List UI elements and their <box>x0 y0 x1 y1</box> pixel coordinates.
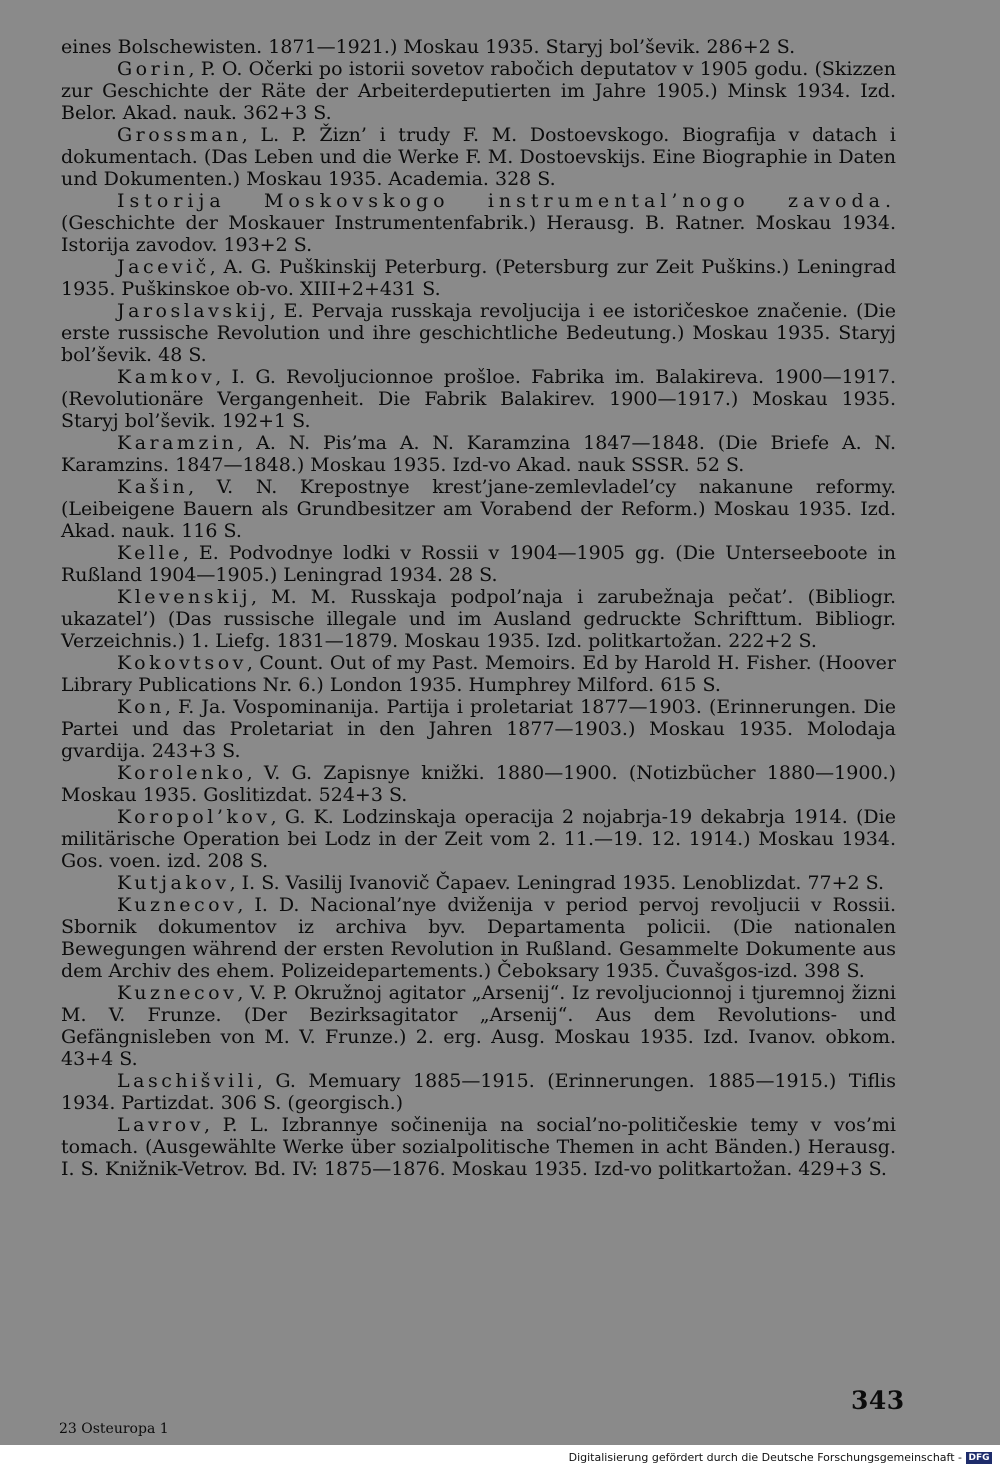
bibliography-entry <box>61 696 896 762</box>
entry-text: , P. O. Očerki po istorii sovetov rabočich deputatov v 1905 godu. (Skizzen zur Geschichte der Räte der Arbeiterdeputierten im Jahre 1905.) Minsk 1934. Izd. Belor. Akad. nauk. 362+3 S. <box>61 58 896 124</box>
entry-author: Korolenko <box>117 762 247 784</box>
entry-author: Grossman <box>117 124 242 146</box>
entry-text: , V. N. Krepostnye krest’jane-zemlevladel’cy nakanune reformy. (Leibeigene Bauern als Grundbesitzer am Vorabend der Reform.) Moskau 1935. Izd. Akad. nauk. 116 S. <box>61 476 896 542</box>
bibliography-entry <box>61 256 896 300</box>
entry-text: (Geschichte der Moskauer Instrumentenfabrik.) Herausg. B. Ratner. Moskau 1934. Istorija zavodov. 193+2 S. <box>61 212 896 256</box>
entry-text: , G. Memuary 1885—1915. (Erinnerungen. 1885—1915.) Tiflis 1934. Partizdat. 306 S. (georgisch.) <box>61 1070 896 1114</box>
entry-text: , A. N. Pis’ma A. N. Karamzina 1847—1848. (Die Briefe A. N. Karamzins. 1847—1848.) Moskau 1935. Izd-vo Akad. nauk SSSR. 52 S. <box>61 432 896 476</box>
bibliography-entry <box>61 432 896 476</box>
bibliography-entry <box>61 872 896 894</box>
dfg-logo-icon: DFG <box>966 1452 992 1464</box>
bibliography-entry <box>61 982 896 1070</box>
bibliography-entry <box>61 652 896 696</box>
entry-text: , V. P. Okružnoj agitator „Arsenij“. Iz revoljucionnoj i tjuremnoj žizni M. V. Frunze. (Der Bezirksagitator „Arsenij“. Aus dem Revolutions- und Gefängnisleben von M. V. Frunze.) 2. erg. Ausg. Moskau 1935. Izd. Ivanov. obkom. 43+4 S. <box>61 982 896 1070</box>
page-number: 343 <box>851 1386 905 1415</box>
bibliography-entry <box>61 366 896 432</box>
entry-text: , F. Ja. Vospominanija. Partija i proletariat 1877—1903. (Erinnerungen. Die Partei und das Proletariat in den Jahren 1877—1903.) Moskau 1935. Molodaja gvardija. 243+3 S. <box>61 696 896 762</box>
bibliography-entry <box>61 806 896 872</box>
entry-text: , Count. Out of my Past. Memoirs. Ed by Harold H. Fisher. (Hoover Library Publications Nr. 6.) London 1935. Humphrey Milford. 615 S. <box>61 652 896 696</box>
bibliography-entry <box>61 476 896 542</box>
entry-author: Kašin <box>117 476 189 498</box>
bibliography-entry <box>61 1070 896 1114</box>
bibliography-entry <box>61 300 896 366</box>
entry-text: , L. P. Žizn’ i trudy F. M. Dostoevskogo. Biografija v datach i dokumentach. (Das Leben und die Werke F. M. Dostoevskijs. Eine Biographie in Daten und Dokumenten.) Moskau 1935. Academia. 328 S. <box>61 124 896 190</box>
entry-text: , I. G. Revoljucionnoe prošloe. Fabrika im. Balakireva. 1900—1917. (Revolutionäre Vergangenheit. Die Fabrik Balakirev. 1900—1917.) Moskau 1935. Staryj bol’ševik. 192+1 S. <box>61 366 896 432</box>
bibliography-entry <box>61 762 896 806</box>
bibliography-entry <box>61 1114 896 1180</box>
bibliography-entry <box>61 894 896 982</box>
bibliography-entry <box>61 124 896 190</box>
bibliography-column <box>61 36 896 1180</box>
entry-author: Kutjakov <box>117 872 230 894</box>
entry-author: Kon <box>117 696 165 718</box>
entry-author: Kamkov <box>117 366 216 388</box>
entry-text: , E. Podvodnye lodki v Rossii v 1904—1905 gg. (Die Unterseeboote in Rußland 1904—1905.) Leningrad 1934. 28 S. <box>61 542 896 586</box>
entry-author: Koropol’kov <box>117 806 271 828</box>
bibliography-entry <box>61 586 896 652</box>
entry-author: Jaroslavskij <box>117 300 270 322</box>
entry-author: Jacevič <box>117 256 210 278</box>
entry-text: , E. Pervaja russkaja revoljucija i ee istoričeskoe značenie. (Die erste russische Revolution und ihre geschichtliche Bedeutung.) Moskau 1935. Staryj bol’ševik. 48 S. <box>61 300 896 366</box>
entry-author: Karamzin <box>117 432 238 454</box>
bibliography-entry <box>61 36 896 58</box>
bibliography-entry <box>61 58 896 124</box>
printer-signature: 23 Osteuropa 1 <box>59 1421 169 1437</box>
entry-text: , V. G. Zapisnye knižki. 1880—1900. (Notizbücher 1880—1900.) Moskau 1935. Goslitizdat. 524+3 S. <box>61 762 896 806</box>
entry-author: Gorin <box>117 58 189 80</box>
bibliography-entry <box>61 542 896 586</box>
entry-text: , I. D. Nacional’nye dviženija v period pervoj revoljucii v Rossii. Sbornik dokumentov iz archiva byv. Departamenta policii. (Die nationalen Bewegungen während der ersten Revolution in Rußland. Gesammelte Dokumente aus dem Archiv des ehem. Polizeidepartements.) Čeboksary 1935. Čuvašgos-izd. 398 S. <box>61 894 896 982</box>
entry-author: Kokovtsov <box>117 652 247 674</box>
footer-credit: Digitalisierung gefördert durch die Deutsche Forschungsgemeinschaft - <box>568 1451 962 1464</box>
bibliography-entry <box>61 190 896 256</box>
entry-text: , P. L. Izbrannye sočinenija na social’no-političeskie temy v vos’mi tomach. (Ausgewählte Werke über sozialpolitische Themen in acht Bänden.) Herausg. I. S. Knižnik-Vetrov. Bd. IV: 1875—1876. Moskau 1935. Izd-vo politkartožan. 429+3 S. <box>61 1114 896 1180</box>
entry-author: Kelle <box>117 542 183 564</box>
entry-author: Laschišvili <box>117 1070 257 1092</box>
entry-author: Klevenskij <box>117 586 251 608</box>
entry-text: , I. S. Vasilij Ivanovič Čapaev. Leningrad 1935. Lenoblizdat. 77+2 S. <box>229 872 885 894</box>
entry-author: Kuznecov <box>117 894 238 916</box>
entry-author: Kuznecov <box>117 982 238 1004</box>
entry-text: , G. K. Lodzinskaja operacija 2 nojabrja-19 dekabrja 1914. (Die militärische Operation bei Lodz in der Zeit vom 2. 11.—19. 12. 1914.) Moskau 1934. Gos. voen. izd. 208 S. <box>61 806 896 872</box>
entry-author: Istorija Moskovskogo instrumental’nogo zavoda. <box>117 190 896 212</box>
entry-text: , A. G. Puškinskij Peterburg. (Petersburg zur Zeit Puškins.) Leningrad 1935. Puškinskoe ob-vo. XIII+2+431 S. <box>61 256 896 300</box>
digitization-footer <box>0 1445 1000 1473</box>
entry-text: eines Bolschewisten. 1871—1921.) Moskau 1935. Staryj bol’ševik. 286+2 S. <box>61 36 796 58</box>
entry-author: Lavrov <box>117 1114 204 1136</box>
entry-text: , M. M. Russkaja podpol’naja i zarubežnaja pečat’. (Bibliogr. ukazatel’) (Das russische illegale und im Ausland gedruckte Schrifttum. Bibliogr. Verzeichnis.) 1. Liefg. 1831—1879. Moskau 1935. Izd. politkartožan. 222+2 S. <box>61 586 896 652</box>
